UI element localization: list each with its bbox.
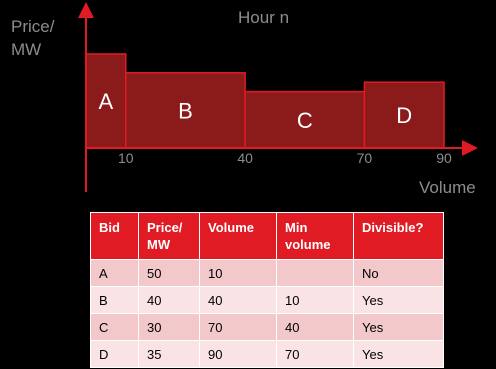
- y-axis-label: Price/ MW: [11, 17, 55, 59]
- cell-bid: B: [91, 287, 139, 314]
- table-header-row: [91, 213, 444, 260]
- chart-title: Hour n: [238, 8, 290, 27]
- bar-label-b: B: [178, 98, 193, 124]
- cell-bid: A: [91, 260, 139, 287]
- cell-min-volume: 70: [277, 341, 354, 368]
- x-tick-label: 40: [237, 150, 253, 166]
- x-tick-label: 10: [117, 150, 134, 166]
- table-row: [91, 287, 444, 314]
- x-tick-label: 70: [356, 150, 373, 166]
- cell-divisible: Yes: [354, 287, 444, 314]
- cell-divisible: No: [354, 260, 444, 287]
- cell-divisible: Yes: [354, 341, 444, 368]
- header-bid: Bid: [91, 213, 139, 260]
- bar-label-c: C: [296, 107, 313, 133]
- cell-min-volume: 40: [277, 314, 354, 341]
- table-row: [91, 314, 444, 341]
- cell-min-volume: 10: [277, 287, 354, 314]
- bar-label-a: A: [98, 89, 114, 114]
- cell-divisible: Yes: [354, 314, 444, 341]
- cell-bid: D: [91, 341, 139, 368]
- cell-price: 35: [139, 341, 200, 368]
- table-row: [91, 341, 444, 368]
- x-axis-label: Volume: [419, 178, 476, 197]
- x-tick-label: 90: [436, 150, 452, 166]
- bar-label-d: D: [396, 103, 413, 129]
- cell-volume: 40: [200, 287, 277, 314]
- header-min-volume: Min volume: [277, 213, 354, 260]
- header-price: Price/ MW: [139, 213, 200, 260]
- table-row: [91, 260, 444, 287]
- cell-volume: 90: [200, 341, 277, 368]
- cell-volume: 10: [200, 260, 277, 287]
- cell-bid: C: [91, 314, 139, 341]
- cell-price: 50: [139, 260, 200, 287]
- header-divisible: Divisible?: [354, 213, 444, 260]
- cell-price: 40: [139, 287, 200, 314]
- bids-table: [90, 212, 444, 368]
- header-volume: Volume: [200, 213, 277, 260]
- cell-volume: 70: [200, 314, 277, 341]
- cell-price: 30: [139, 314, 200, 341]
- cell-min-volume: [277, 260, 354, 287]
